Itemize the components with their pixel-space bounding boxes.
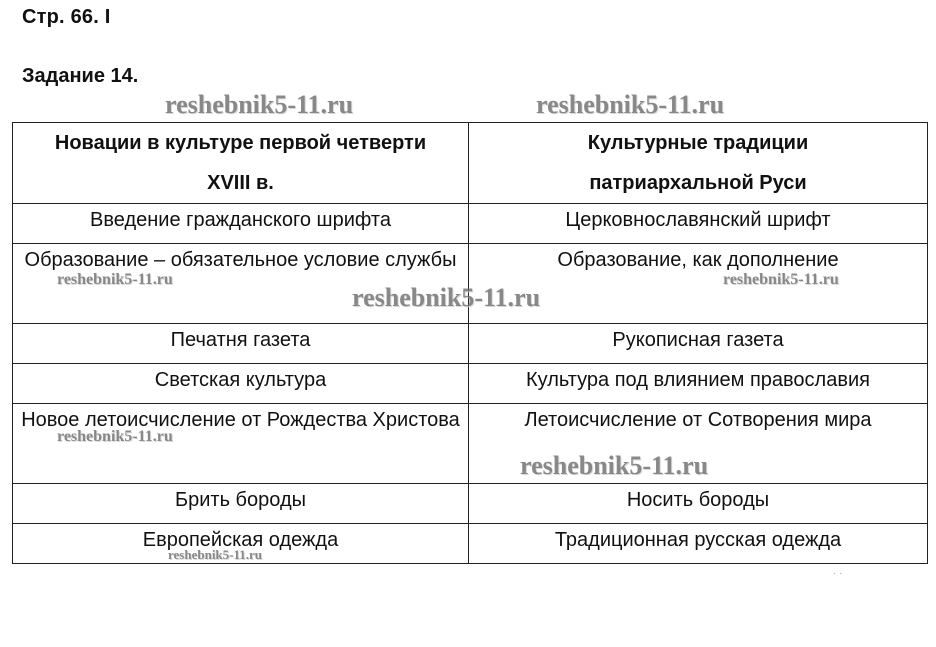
table-cell [469,484,928,524]
cell-text: Летоисчисление от Сотворения мира [524,409,872,431]
watermark: reshebnik5-11.ru [723,271,839,288]
table-cell [469,364,928,404]
header-line: XVIII в. [207,172,274,194]
page-number-heading: Стр. 66. I [22,6,111,28]
table-row [13,524,928,564]
table-cell [469,204,928,244]
cell-text: Печатня газета [170,329,311,351]
watermark: reshebnik5-11.ru [352,283,541,312]
table-cell [13,484,469,524]
table-row [13,204,928,244]
table-row [13,364,928,404]
table-cell [13,204,469,244]
table-row [13,324,928,364]
cell-text: Традиционная русская одежда [554,529,842,551]
cell-text: Культура под влиянием православия [526,369,870,391]
table-cell [13,324,469,364]
cell-text: Новое летоисчисление от Рождества Христова [21,409,460,431]
table-cell [469,324,928,364]
cell-text: Образование, как дополнение [557,249,839,271]
footer-marks: · · [833,568,843,579]
watermark: reshebnik5-11.ru [536,90,725,119]
cell-text: Светская культура [154,369,327,391]
header-cell-innovations [13,123,469,204]
cell-text: Носить бороды [626,489,770,511]
cell-text: Рукописная газета [612,329,784,351]
table-cell [469,524,928,564]
cell-text: Европейская одежда [142,529,339,551]
watermark: reshebnik5-11.ru [57,271,173,288]
header-cell-traditions [469,123,928,204]
watermark: reshebnik5-11.ru [520,451,709,480]
table-row [13,484,928,524]
cell-text: Брить бороды [175,489,306,511]
cell-text: Образование – обязательное условие службы [24,249,457,271]
watermark: reshebnik5-11.ru [165,90,354,119]
watermark: reshebnik5-11.ru [57,428,173,445]
watermark: reshebnik5-11.ru [168,547,263,562]
header-line: Культурные традиции [587,132,809,154]
cell-text: Введение гражданского шрифта [90,209,391,231]
header-line: патриархальной Руси [589,172,807,194]
comparison-table [12,122,928,564]
task-heading: Задание 14. [22,65,139,87]
header-line: Новации в культуре первой четверти [54,132,427,154]
cell-text: Церковнославянский шрифт [565,209,831,231]
table-header-row [13,123,928,204]
table-cell [13,364,469,404]
